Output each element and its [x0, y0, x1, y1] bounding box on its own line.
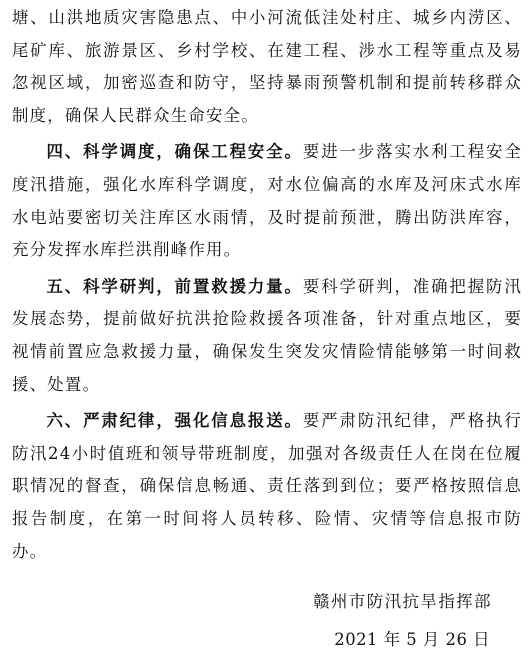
paragraph-section-4: [12, 136, 522, 266]
paragraph-body: 要科学研判，准确把握防汛发展态势，提前做好抗洪抢险救援各项准备，针对重点地区，要视情前置应急救援力量，确保发生突发灾情险情能够第一时间救援、处置。: [12, 276, 523, 394]
section-heading: 四、科学调度，确保工程安全。: [46, 142, 303, 162]
paragraph-body: 塘、山洪地质灾害隐患点、中小河流低洼处村庄、城乡内涝区、尾矿库、旅游景区、乡村学校、在建工程、涉水工程等重点及易忽视区域，加密巡查和防守，坚持暴雨预警机制和提前转移群众制度，确保人民群众生命安全。: [12, 8, 522, 125]
issuer-signature: 赣州市防汛抗旱指挥部: [313, 592, 492, 611]
paragraph-section-5: [12, 271, 522, 401]
issue-date: 2021 年 5 月 26 日: [334, 630, 490, 649]
paragraph-body: 要进一步落实水利工程安全度汛措施，强化水库科学调度，对水位偏高的水库及河床式水库水电站要密切关注库区水雨情，及时提前预泄，腾出防洪库容，充分发挥水库拦洪削峰作用。: [12, 142, 523, 260]
section-heading: 六、严肃纪律，强化信息报送。: [46, 411, 303, 431]
section-heading: 五、科学研判，前置救援力量。: [46, 276, 303, 296]
paragraph-body: 要严肃防汛纪律，严格执行防汛24小时值班和领导带班制度，加强对各级责任人在岗在位履职情况的督查，确保信息畅通、责任落到到位；要严格按照信息报告制度，在第一时间将人员转移、险情、灾情等信息报市防办。: [12, 411, 523, 561]
paragraph-continuation: [12, 2, 522, 132]
paragraph-section-6: [12, 405, 522, 568]
